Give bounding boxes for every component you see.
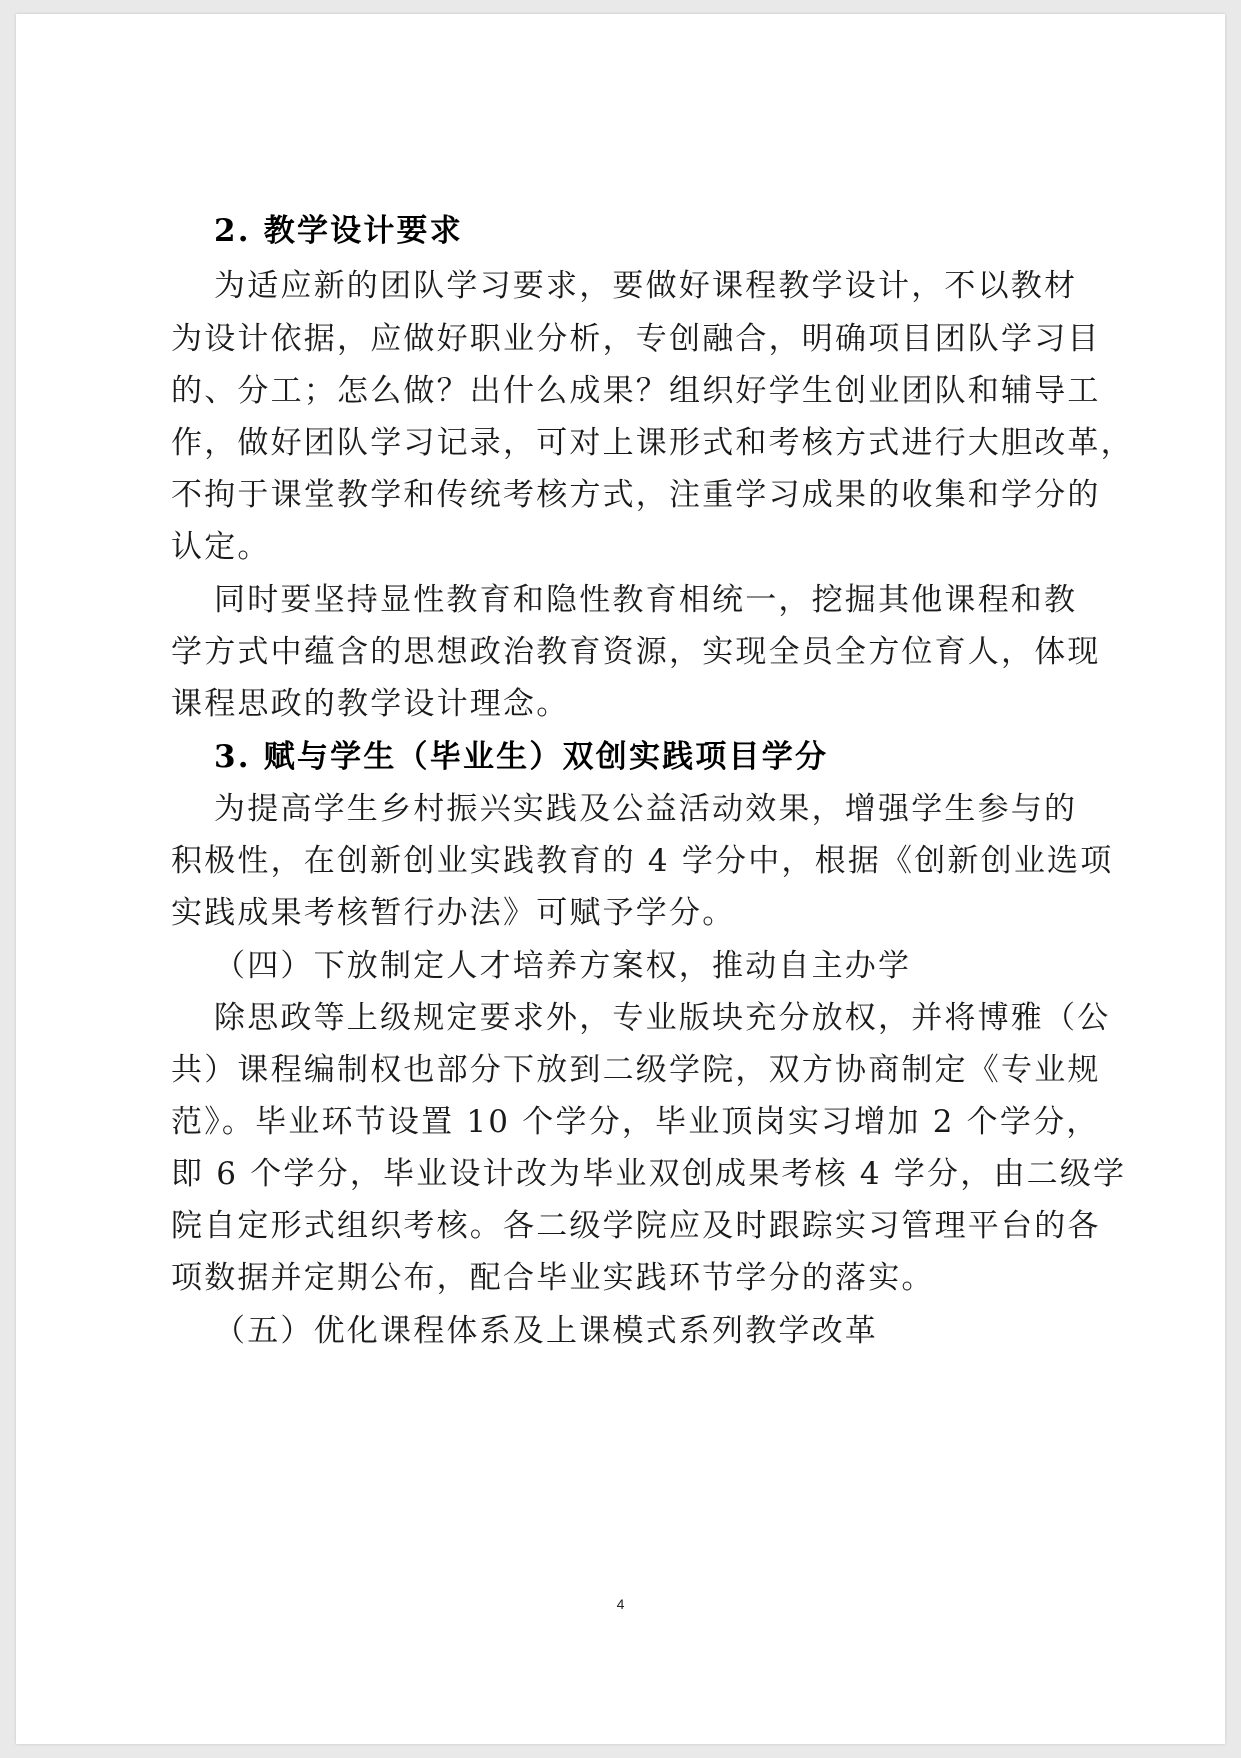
section-heading-4: （四）下放制定人才培养方案权，推动自主办学: [214, 948, 912, 984]
paragraph-line: 除思政等上级规定要求外，专业版块充分放权，并将博雅（公: [214, 1000, 1111, 1036]
paragraph-line: 积极性，在创新创业实践教育的 4 学分中，根据《创新创业选项: [171, 843, 1114, 879]
paragraph-line: 同时要坚持显性教育和隐性教育相统一，挖掘其他课程和教: [214, 582, 1078, 618]
paragraph-line: 范》。毕业环节设置 10 个学分，毕业顶岗实习增加 2 个学分，: [171, 1104, 1100, 1140]
paragraph-line: 为提高学生乡村振兴实践及公益活动效果，增强学生参与的: [214, 791, 1078, 827]
paragraph-line: 共）课程编制权也部分下放到二级学院，双方协商制定《专业规: [171, 1052, 1101, 1088]
paragraph-line: 课程思政的教学设计理念。: [171, 686, 570, 722]
section-heading-2: 2. 教学设计要求: [214, 213, 463, 249]
paragraph-line: 认定。: [171, 529, 271, 565]
paragraph-line: 作，做好团队学习记录，可对上课形式和考核方式进行大胆改革，: [171, 425, 1134, 461]
paragraph-line: 即 6 个学分，毕业设计改为毕业双创成果考核 4 学分，由二级学: [171, 1156, 1127, 1192]
paragraph-line: 实践成果考核暂行办法》可赋予学分。: [171, 895, 736, 931]
paragraph-line: 学方式中蕴含的思想政治教育资源，实现全员全方位育人，体现: [171, 634, 1101, 670]
paragraph-line: 项数据并定期公布，配合毕业实践环节学分的落实。: [171, 1260, 935, 1296]
paragraph-line: 的、分工；怎么做？出什么成果？组织好学生创业团队和辅导工: [171, 373, 1101, 409]
paragraph-line: 为设计依据，应做好职业分析，专创融合，明确项目团队学习目: [171, 321, 1101, 357]
section-heading-3: 3. 赋与学生（毕业生）双创实践项目学分: [214, 739, 829, 775]
paragraph-line: 不拘于课堂教学和传统考核方式，注重学习成果的收集和学分的: [171, 477, 1101, 513]
section-heading-5: （五）优化课程体系及上课模式系列教学改革: [214, 1313, 878, 1349]
paragraph-line: 为适应新的团队学习要求，要做好课程教学设计，不以教材: [214, 268, 1078, 304]
page-number: 4: [616, 1596, 625, 1612]
paragraph-line: 院自定形式组织考核。各二级学院应及时跟踪实习管理平台的各: [171, 1208, 1101, 1244]
